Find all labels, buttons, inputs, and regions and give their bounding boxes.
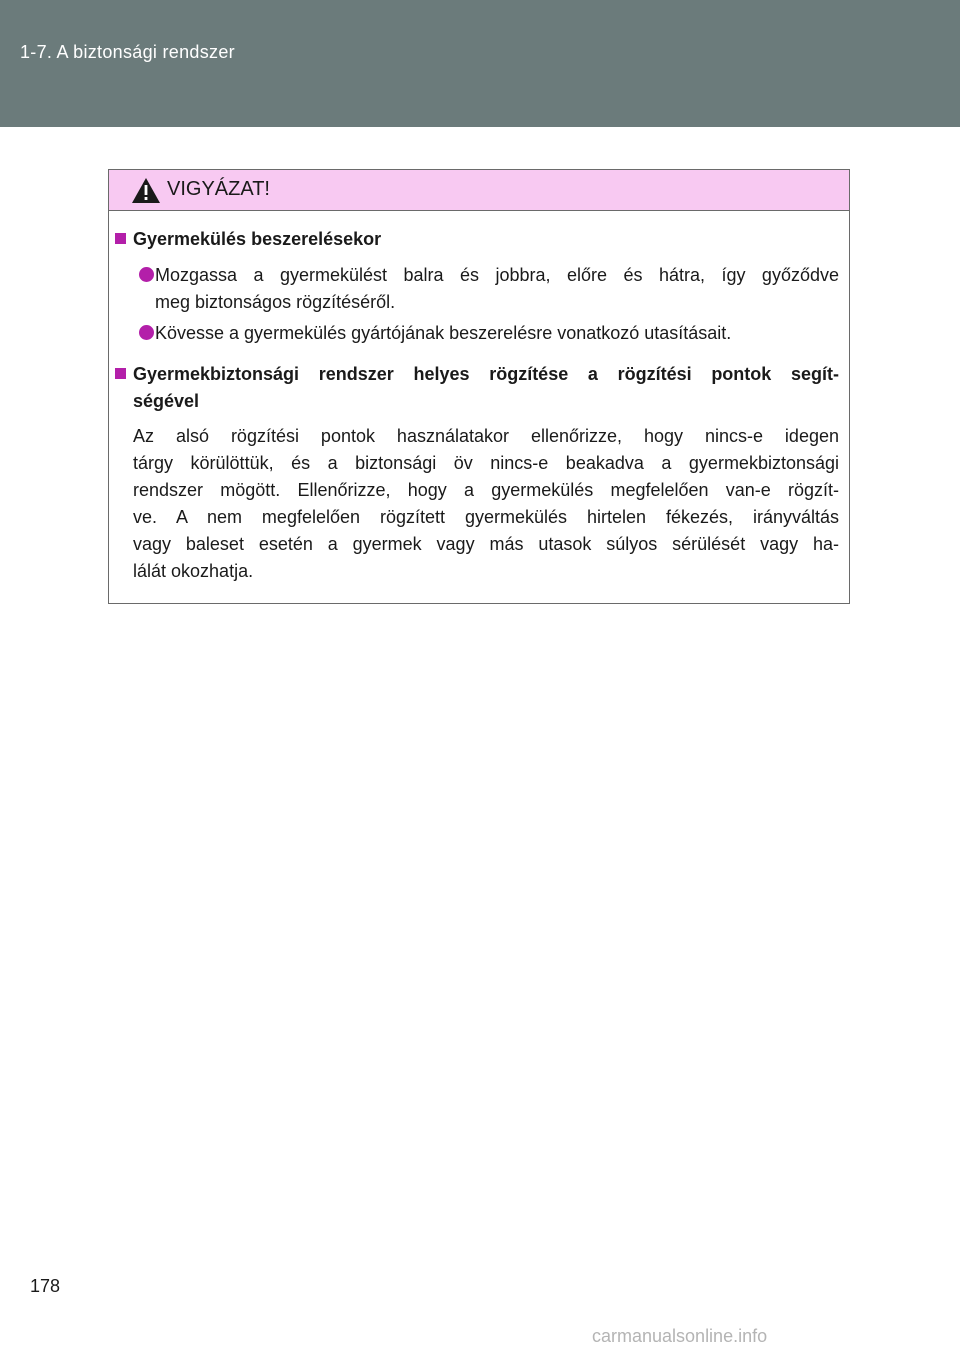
paragraph-line: rendszer mögött. Ellenőrizze, hogy a gyermekülés megfelelően van-e rögzít- xyxy=(133,480,839,500)
section-title: 1-7. A biztonsági rendszer xyxy=(20,42,235,62)
bullet-line: Mozgassa a gyermekülést balra és jobbra, előre és hátra, így győződve xyxy=(155,265,839,285)
warning-header xyxy=(109,170,849,211)
list-item xyxy=(139,262,839,316)
square-bullet-icon xyxy=(115,368,126,379)
warning-box xyxy=(108,169,850,604)
warning-triangle-icon xyxy=(131,177,161,204)
heading-text: Gyermekülés beszerelésekor xyxy=(133,229,382,249)
bullet-line: meg biztonságos rögzítéséről. xyxy=(155,292,396,312)
warning-title: VIGYÁZAT! xyxy=(167,178,270,200)
paragraph-line: ve. A nem megfelelően rögzített gyermekülés hirtelen fékezés, irányváltás xyxy=(133,507,839,527)
section-heading xyxy=(133,361,839,415)
warning-paragraph xyxy=(133,423,839,585)
square-bullet-icon xyxy=(115,233,126,244)
page-header xyxy=(0,0,960,127)
circle-bullet-icon xyxy=(139,325,154,340)
circle-bullet-icon xyxy=(139,267,154,282)
watermark: carmanualsonline.info xyxy=(592,1326,768,1346)
paragraph-line: vagy baleset esetén a gyermek vagy más utasok súlyos sérülését vagy ha- xyxy=(133,534,839,554)
bullet-line: Kövesse a gyermekülés gyártójának beszerelésre vonatkozó utasításait. xyxy=(155,323,732,343)
section-heading xyxy=(133,226,839,253)
heading-text: ségével xyxy=(133,391,200,411)
page-number: 178 xyxy=(30,1276,61,1296)
paragraph-line: tárgy körülöttük, és a biztonsági öv nincs-e beakadva a gyermekbiztonsági xyxy=(133,453,839,473)
heading-text: Gyermekbiztonsági rendszer helyes rögzítése a rögzítési pontok segít- xyxy=(133,364,839,384)
paragraph-line: Az alsó rögzítési pontok használatakor ellenőrizze, hogy nincs-e idegen xyxy=(133,426,839,446)
paragraph-line: lálát okozhatja. xyxy=(133,561,254,581)
list-item xyxy=(139,320,839,347)
